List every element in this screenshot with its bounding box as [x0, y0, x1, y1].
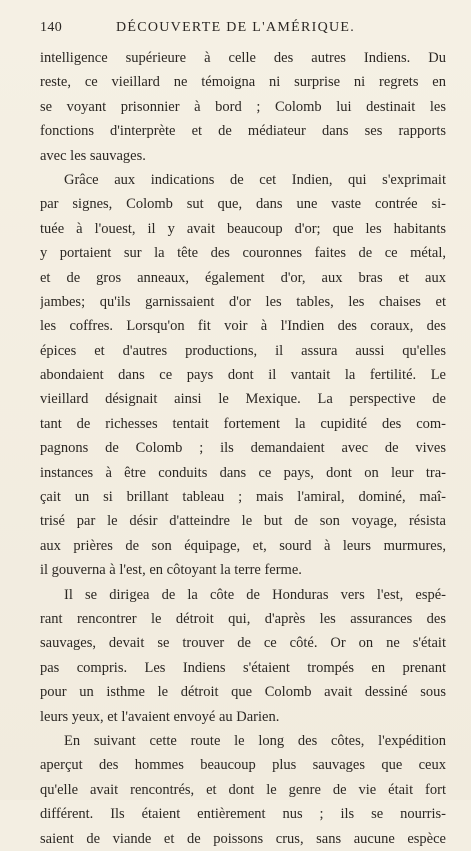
paragraph [40, 729, 446, 851]
paragraph [40, 583, 446, 729]
text-line: différent. Ils étaient entièrement nus ; ils se nourris- [40, 806, 446, 823]
text-line: avec les sauvages. [40, 147, 146, 164]
text-line: fonctions d'interprète et de médiateur dans ses rapports [40, 123, 446, 140]
text-line: tant de richesses tentait fortement la cupidité des com- [40, 415, 446, 432]
text-line: sauvages, devait se trouver de ce côté. Or on ne s'était [40, 635, 446, 652]
text-line: trisé par le désir d'atteindre le but de son voyage, résista [40, 513, 446, 530]
text-line: par signes, Colomb sut que, dans une vaste contrée si- [40, 196, 446, 213]
text-line: pagnons de Colomb ; ils demandaient avec de vives [40, 440, 446, 457]
text-line: jambes; qu'ils garnissaient d'or les tables, les chaises et [40, 293, 446, 310]
body-text [40, 46, 446, 851]
text-line: aperçut des hommes beaucoup plus sauvages que ceux [40, 757, 446, 774]
text-line: qu'elle avait rencontrés, et dont le genre de vie était fort [40, 781, 446, 798]
text-line: intelligence supérieure à celle des autres Indiens. Du [40, 50, 446, 66]
page-header [40, 20, 431, 42]
text-line: pas compris. Les Indiens s'étaient trompés en prenant [40, 659, 446, 676]
text-line: épices et d'autres productions, il assura aussi qu'elles [40, 342, 446, 359]
text-line: instances à être conduits dans ce pays, dont on leur tra- [40, 464, 446, 481]
text-line: aux prières de son équipage, et, sourd à leurs murmures, [40, 537, 446, 554]
paragraph [40, 46, 446, 168]
running-title: DÉCOUVERTE DE L'AMÉRIQUE. [115, 20, 356, 35]
paragraph [40, 168, 446, 583]
text-line: tuée à l'ouest, il y avait beaucoup d'or; que les habitants [40, 220, 446, 237]
text-line: se voyant prisonnier à bord ; Colomb lui destinait les [40, 98, 446, 115]
text-line: et de gros anneaux, également d'or, aux bras et aux [40, 269, 446, 286]
text-line: Grâce aux indications de cet Indien, qui s'exprimait [64, 171, 446, 188]
text-line: rant rencontrer le détroit qui, d'après les assurances des [40, 610, 446, 627]
text-line: Il se dirigea de la côte de Honduras vers l'est, espé- [64, 586, 446, 603]
text-line: il gouverna à l'est, en côtoyant la terre ferme. [40, 562, 302, 579]
text-line: vieillard désignait ainsi le Mexique. La perspective de [40, 391, 446, 408]
text-line: pour un isthme le détroit que Colomb avait dessiné sous [40, 684, 446, 701]
page-number: 140 [40, 20, 63, 35]
text-line: les coffres. Lorsqu'on fit voir à l'Indien des coraux, des [40, 318, 446, 335]
text-line: saient de viande et de poissons crus, sans aucune espèce [40, 830, 446, 847]
text-line: En suivant cette route le long des côtes, l'expédition [64, 732, 446, 749]
text-line: abondaient dans ce pays dont il vantait la fertilité. Le [40, 367, 446, 384]
text-line: y portaient sur la tête des couronnes faites de ce métal, [40, 245, 446, 262]
text-line: reste, ce vieillard ne témoigna ni surprise ni regrets en [40, 74, 446, 91]
text-line: leurs yeux, et l'avaient envoyé au Darien. [40, 708, 280, 725]
text-line: çait un si brillant tableau ; mais l'amiral, dominé, maî- [40, 489, 446, 506]
